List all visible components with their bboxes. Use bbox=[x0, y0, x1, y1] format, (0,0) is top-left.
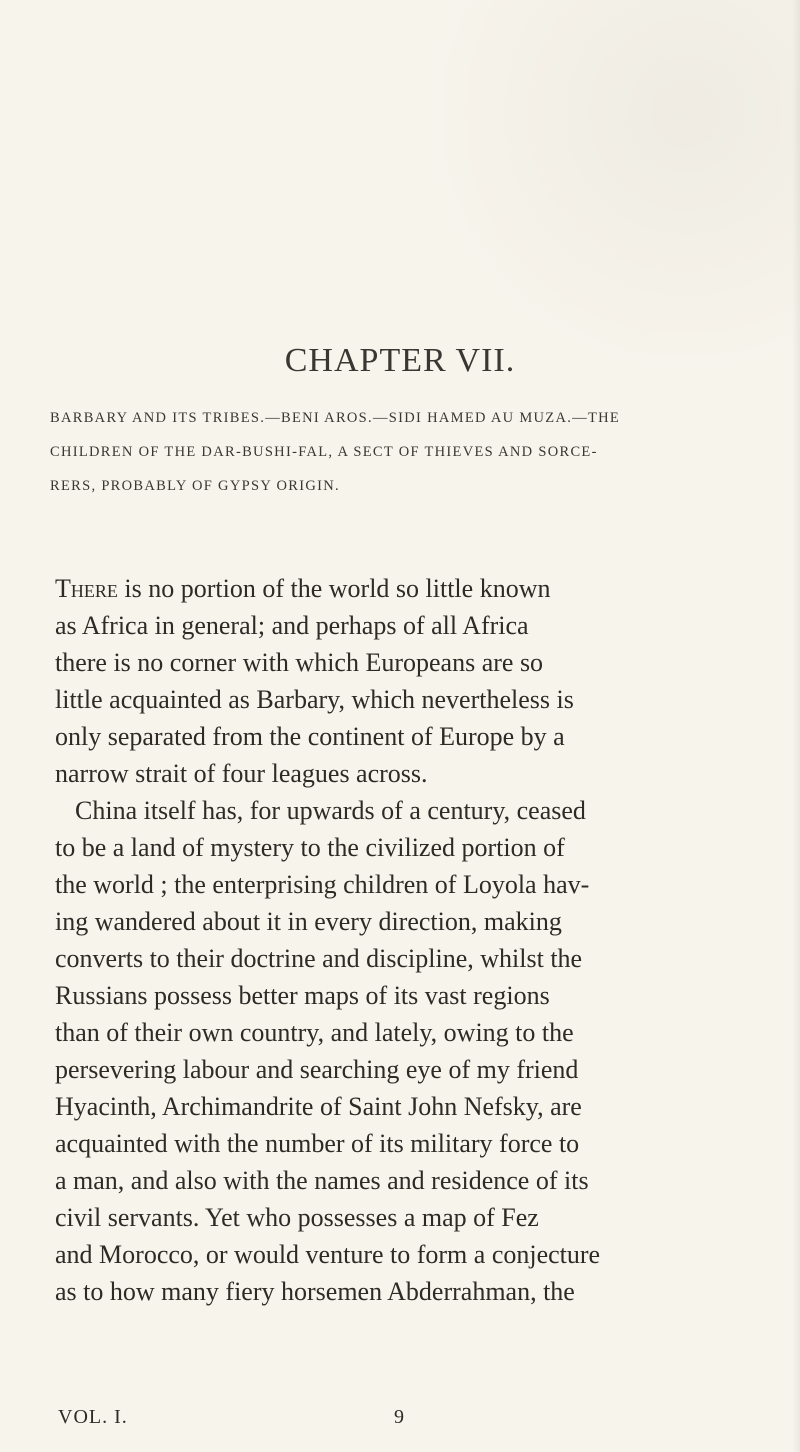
text-line: and Morocco, or would venture to form a conjecture bbox=[55, 1240, 601, 1269]
page-edge-shadow bbox=[792, 0, 800, 1452]
text-line: only separated from the continent of Europe by a bbox=[55, 722, 565, 751]
text-line: Russians possess better maps of its vast regions bbox=[55, 981, 550, 1010]
text-line bbox=[55, 574, 550, 604]
text-line: than of their own country, and lately, owing to the bbox=[55, 1018, 574, 1047]
text-line: China itself has, for upwards of a century, ceased bbox=[75, 796, 586, 825]
text-line: as Africa in general; and perhaps of all Africa bbox=[55, 611, 529, 640]
text-line: the world ; the enterprising children of Loyola hav- bbox=[55, 870, 590, 899]
text-line: Hyacinth, Archimandrite of Saint John Nefsky, are bbox=[55, 1092, 582, 1121]
volume-label: VOL. I. bbox=[58, 1406, 128, 1428]
text-line: ing wandered about it in every direction, making bbox=[55, 907, 562, 936]
text-line: converts to their doctrine and discipline, whilst the bbox=[55, 944, 583, 973]
chapter-title: CHAPTER VII. bbox=[284, 342, 516, 379]
text-line: acquainted with the number of its military force to bbox=[55, 1129, 580, 1158]
summary-line: BARBARY AND ITS TRIBES.—BENI AROS.—SIDI HAMED AU MUZA.—THE bbox=[50, 410, 621, 426]
text-line: as to how many fiery horsemen Abderrahman, the bbox=[55, 1277, 575, 1306]
summary-line: CHILDREN OF THE DAR-BUSHI-FAL, A SECT OF THIEVES AND SORCE- bbox=[50, 444, 598, 460]
text-line: a man, and also with the names and residence of its bbox=[55, 1166, 589, 1195]
text-line: to be a land of mystery to the civilized portion of bbox=[55, 833, 565, 862]
text-line: there is no corner with which Europeans are so bbox=[55, 648, 544, 677]
text-line: persevering labour and searching eye of my friend bbox=[55, 1055, 579, 1084]
text-line: civil servants. Yet who possesses a map of Fez bbox=[55, 1203, 539, 1232]
summary-line: RERS, PROBABLY OF GYPSY ORIGIN. bbox=[50, 478, 340, 494]
signature-mark: 9 bbox=[394, 1406, 405, 1428]
show-through-stain bbox=[420, 0, 800, 380]
text-line: narrow strait of four leagues across. bbox=[55, 759, 428, 788]
opening-word: There bbox=[55, 574, 118, 603]
text-line-rest: is no portion of the world so little known bbox=[117, 574, 551, 603]
text-line: little acquainted as Barbary, which nevertheless is bbox=[55, 685, 574, 714]
